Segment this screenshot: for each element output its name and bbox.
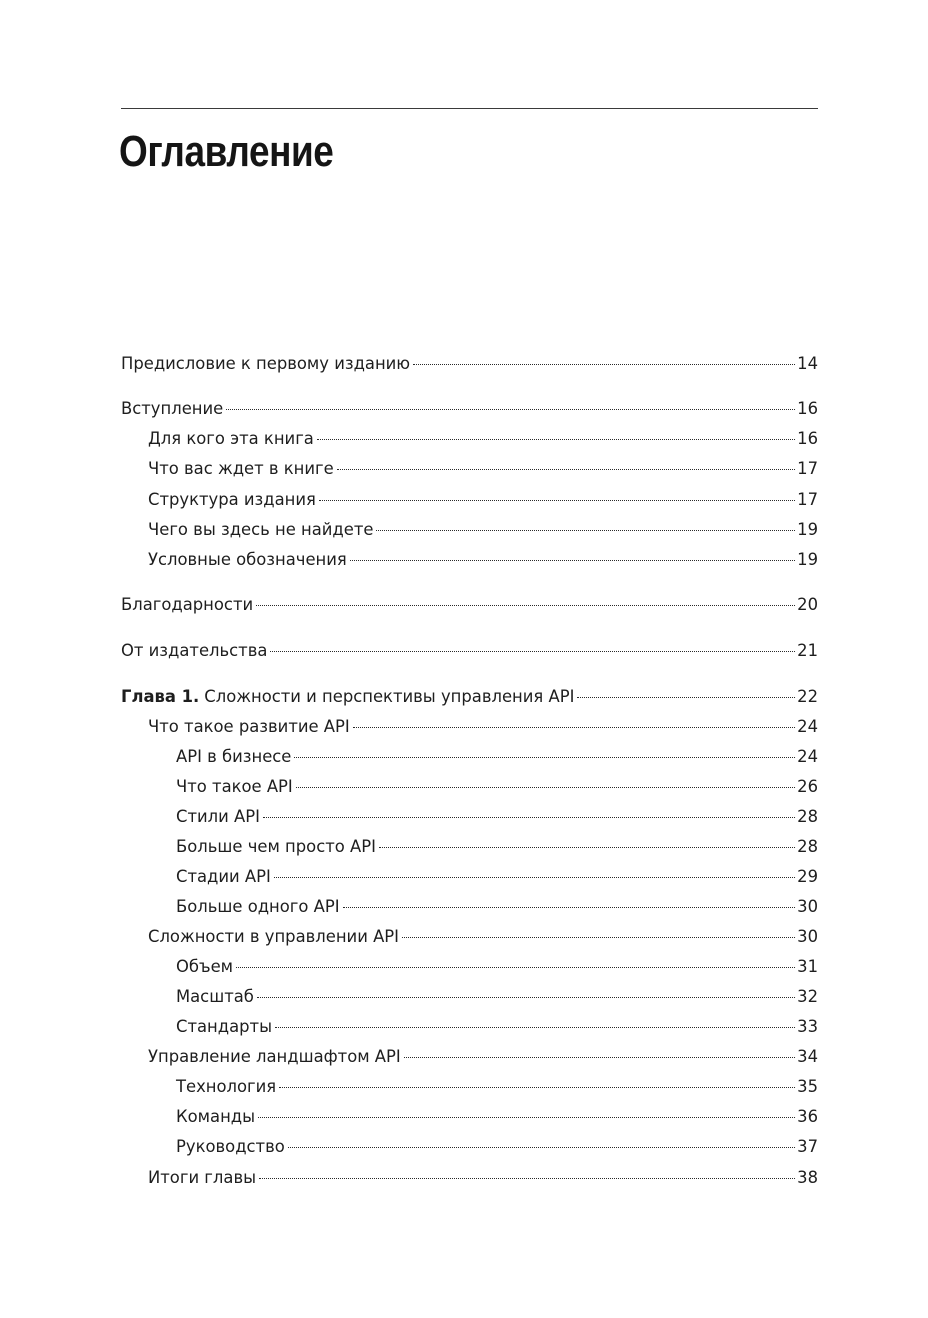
dot-leader: [275, 1027, 795, 1028]
dot-leader: [288, 1147, 795, 1148]
toc-entry-preface[interactable]: [121, 351, 818, 377]
dot-leader: [350, 560, 795, 561]
dot-leader: [270, 651, 795, 652]
toc-entry-title: Управление ландшафтом API: [148, 1047, 401, 1066]
toc-entry-title: API в бизнесе: [176, 747, 292, 766]
toc-entry-page: 29: [797, 867, 818, 886]
dot-leader: [294, 757, 795, 758]
toc-entry-title: Стадии API: [176, 867, 271, 886]
toc-entry-acknowledgements[interactable]: [121, 592, 818, 618]
toc-entry-more-than-api[interactable]: [176, 834, 818, 860]
toc-entry-title: Технология: [176, 1077, 277, 1096]
dot-leader: [274, 877, 795, 878]
toc-entry-page: 17: [797, 459, 818, 478]
toc-entry-page: 14: [797, 354, 818, 373]
toc-entry-governance[interactable]: [176, 1134, 818, 1160]
toc-entry-teams[interactable]: [176, 1104, 818, 1130]
dot-leader: [402, 937, 795, 938]
dot-leader: [259, 1178, 795, 1179]
toc-entry-conventions[interactable]: [148, 547, 818, 573]
toc-entry-title: Что такое развитие API: [148, 717, 350, 736]
dot-leader: [317, 439, 795, 440]
toc-entry-api-development[interactable]: [148, 714, 818, 740]
toc-entry-page: 22: [797, 687, 818, 706]
toc-entry-title: Итоги главы: [148, 1168, 257, 1187]
toc-entry-title: Условные обозначения: [148, 550, 347, 569]
dot-leader: [279, 1087, 795, 1088]
toc-entry-api-styles[interactable]: [176, 804, 818, 830]
toc-entry-api-stages[interactable]: [176, 864, 818, 890]
toc-entry-title: Сложности в управлении API: [148, 927, 399, 946]
toc-entry-title: От издательства: [121, 641, 268, 660]
toc-entry-title: Больше чем просто API: [176, 837, 376, 856]
toc-entry-introduction[interactable]: [121, 396, 818, 422]
toc-entry-chapter-1[interactable]: [121, 684, 818, 710]
chapter-number: Глава 1.: [121, 687, 200, 706]
toc-entry-title: Предисловие к первому изданию: [121, 354, 411, 373]
toc-entry-page: 37: [797, 1137, 818, 1156]
toc-entry-page: 34: [797, 1047, 818, 1066]
dot-leader: [263, 817, 795, 818]
toc-entry-title: Для кого эта книга: [148, 429, 314, 448]
toc-entry-title: Что вас ждет в книге: [148, 459, 334, 478]
toc-entry-structure[interactable]: [148, 487, 818, 513]
toc-entry-page: 20: [797, 595, 818, 614]
dot-leader: [577, 697, 795, 698]
toc-entry-page: 33: [797, 1017, 818, 1036]
toc-entry-audience[interactable]: [148, 426, 818, 452]
toc-entry-page: 28: [797, 807, 818, 826]
toc-entry-page: 24: [797, 747, 818, 766]
toc-entry-page: 19: [797, 520, 818, 539]
toc-entry-page: 38: [797, 1168, 818, 1187]
toc-entry-page: 32: [797, 987, 818, 1006]
toc-entry-title: Чего вы здесь не найдете: [148, 520, 374, 539]
toc-entry-page: 24: [797, 717, 818, 736]
toc-entry-page: 17: [797, 490, 818, 509]
toc-entry-standards[interactable]: [176, 1014, 818, 1040]
dot-leader: [343, 907, 796, 908]
toc-entry-title: Стандарты: [176, 1017, 273, 1036]
toc-entry-page: 30: [797, 897, 818, 916]
toc-entry-page: 31: [797, 957, 818, 976]
toc-entry-page: 35: [797, 1077, 818, 1096]
toc-entry-more-than-one-api[interactable]: [176, 894, 818, 920]
dot-leader: [319, 500, 795, 501]
dot-leader: [258, 1117, 795, 1118]
toc-entry-title: Сложности и перспективы управления API: [204, 687, 575, 706]
toc-entry-page: 36: [797, 1107, 818, 1126]
toc-entry-title: Что такое API: [176, 777, 293, 796]
dot-leader: [376, 530, 795, 531]
toc-entry-title: Масштаб: [176, 987, 254, 1006]
toc-entry-publisher-note[interactable]: [121, 638, 818, 664]
toc-entry-title: Структура издания: [148, 490, 316, 509]
toc-entry-volume[interactable]: [176, 954, 818, 980]
toc-entry-landscape-management[interactable]: [148, 1044, 818, 1070]
toc-entry-title: Благодарности: [121, 595, 254, 614]
dot-leader: [337, 469, 795, 470]
toc-entry-management-challenges[interactable]: [148, 924, 818, 950]
toc-entry-title: Вступление: [121, 399, 224, 418]
dot-leader: [257, 997, 795, 998]
toc-entry-whats-inside[interactable]: [148, 456, 818, 482]
toc-entry-what-is-api[interactable]: [176, 774, 818, 800]
dot-leader: [379, 847, 795, 848]
toc-entry-scale[interactable]: [176, 984, 818, 1010]
toc-entry-page: 30: [797, 927, 818, 946]
toc-entry-page: 26: [797, 777, 818, 796]
toc-entry-api-in-business[interactable]: [176, 744, 818, 770]
toc-entry-not-included[interactable]: [148, 517, 818, 543]
dot-leader: [236, 967, 795, 968]
toc-entry-technology[interactable]: [176, 1074, 818, 1100]
toc-entry-title: Руководство: [176, 1137, 285, 1156]
dot-leader: [296, 787, 795, 788]
page-title: Оглавление: [119, 127, 334, 176]
toc-entry-title: Объем: [176, 957, 234, 976]
toc-entry-chapter-summary[interactable]: [148, 1165, 818, 1191]
dot-leader: [404, 1057, 795, 1058]
toc-entry-title: Больше одного API: [176, 897, 340, 916]
toc-entry-page: 28: [797, 837, 818, 856]
dot-leader: [413, 364, 795, 365]
toc-entry-page: 19: [797, 550, 818, 569]
toc-entry-title: Стили API: [176, 807, 260, 826]
dot-leader: [226, 409, 795, 410]
dot-leader: [256, 605, 795, 606]
toc-entry-page: 16: [797, 399, 818, 418]
toc-entry-title: Команды: [176, 1107, 256, 1126]
toc-entry-page: 21: [797, 641, 818, 660]
dot-leader: [353, 727, 795, 728]
toc-entry-page: 16: [797, 429, 818, 448]
